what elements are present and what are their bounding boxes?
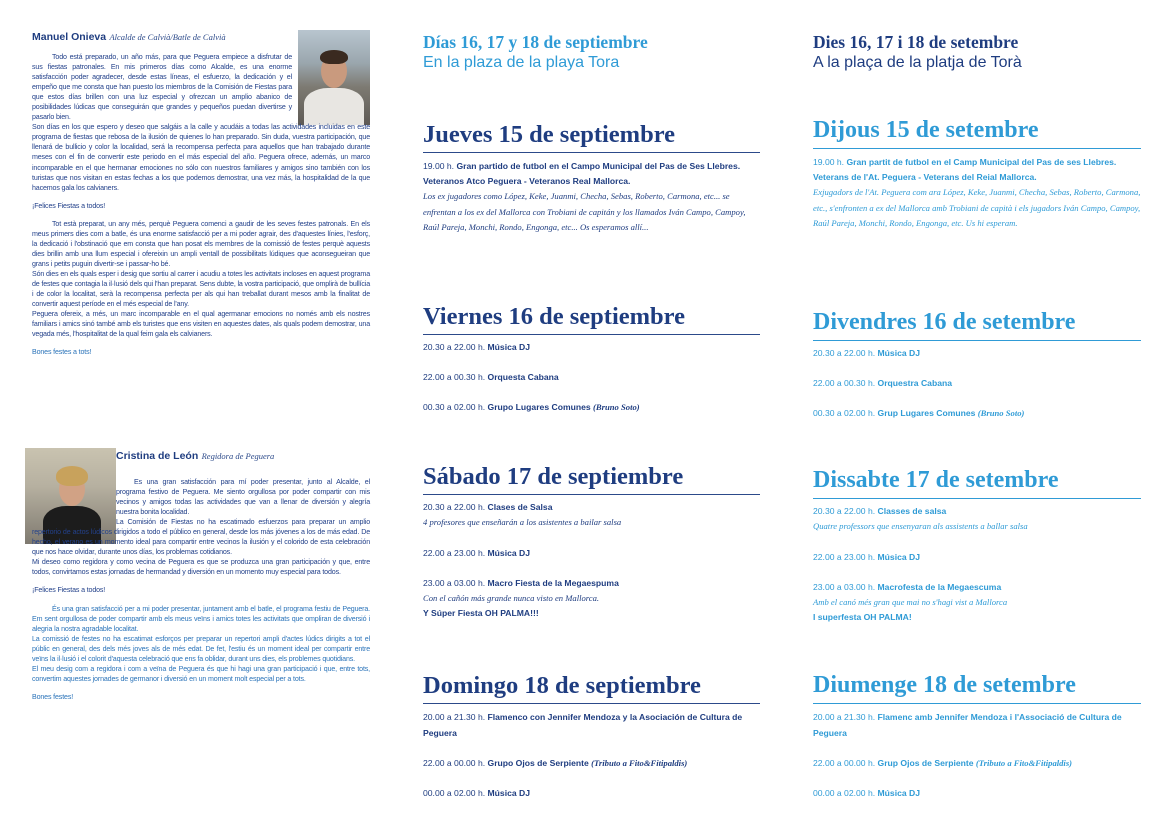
item-time: 20.30 a 22.00 h. <box>813 348 876 358</box>
item-highlight: Y Súper Fiesta OH PALMA!!! <box>423 608 539 618</box>
day-block <box>423 302 760 430</box>
item-time: 23.00 a 03.00 h. <box>813 581 876 592</box>
item-detail: Quatre professors que ensenyaran als assistents a ballar salsa <box>813 521 1028 531</box>
program-column-ca <box>813 0 1141 823</box>
program-venue-ca: A la plaça de la platja de Torà <box>813 54 1022 71</box>
mayor-paragraph-es-1: Todo está preparado, un año más, para que Peguera empiece a disfrutar de sus fiestas patronales. En mis primeros días como Alcalde, es una enorme satisfacción poder agradecer, desde estas líneas, el esfuerzo, la dedicación y el empeño que me consta que han puesto los miembros de la Comisión de Fiestas para que estos días brillen con una luz especial y ofrezcan un amplio abanico de posibilidades lúdicas que conseguirán que grandes y pequeños puedan divertirse y pasarlo bien. <box>32 53 292 122</box>
day-block <box>813 671 1141 816</box>
program-item <box>423 576 760 622</box>
day-title: Dijous 15 de setembre <box>813 116 1141 149</box>
item-time: 20.00 a 21.30 h. <box>813 712 876 722</box>
item-highlight: I superfesta OH PALMA! <box>813 612 912 622</box>
program-item <box>423 158 760 236</box>
program-column-es <box>423 0 760 823</box>
item-time: 20.30 a 22.00 h. <box>423 342 486 352</box>
program-item <box>423 400 760 415</box>
item-event: Grupo Ojos de Serpiente <box>487 758 589 768</box>
item-event: Flamenc amb Jennifer Mendoza i l'Associació de Cultura de Peguera <box>813 712 1122 738</box>
item-detail: 4 profesores que enseñarán a los asistentes a bailar salsa <box>423 517 622 527</box>
program-item <box>813 786 1141 801</box>
item-time: 20.30 a 22.00 h. <box>813 506 876 516</box>
item-time: 22.00 a 00.30 h. <box>423 372 486 382</box>
day-block <box>813 466 1141 640</box>
councillor-paragraph-es-1: Es una gran satisfacción para mí poder presentar, junto al Alcalde, el programa festivo de Peguera. Me siento orgullosa por poder compartir con mis vecinos y amigos todas las actividades que van a llenar de diversión y alegría nuestra bonita localidad. <box>116 478 370 517</box>
item-time: 22.00 a 00.00 h. <box>813 758 876 768</box>
item-event: Gran partido de futbol en el Campo Municipal del Pas de Ses Llebres. <box>456 161 741 171</box>
item-time: 20.00 a 21.30 h. <box>423 712 486 722</box>
mayor-paragraph-ca-2: Són dies en els quals esper i desig que sortiu al carrer i acudiu a totes les activitats incloses en aquest programa de festes que contagia la il·lusió dels qui l'han preparat. Sens dubte, la vostra participació, que omplirà de bullícia i de color la localitat, serà la recompensa perfecta per als qui han treballat durant mesos amb la finalitat de convertir aquest període en el més especial de l'any. <box>32 269 371 309</box>
item-event: Música DJ <box>877 348 921 358</box>
day-block <box>813 308 1141 436</box>
program-venue-es: En la plaza de la playa Tora <box>423 54 620 71</box>
program-item <box>813 504 1141 535</box>
item-event: Música DJ <box>877 551 921 562</box>
item-time: 22.00 a 23.00 h. <box>813 551 876 562</box>
item-time: 23.00 a 03.00 h. <box>423 577 486 588</box>
councillor-paragraph-ca-3: El meu desig com a regidora i com a veïna de Peguera és que hi hagi una gran participació i que, entre tots, convertim aquestes jornades de germanor i diversió en un moment molt especial per a tots. <box>32 664 370 683</box>
councillor-name: Cristina de León <box>116 450 199 462</box>
councillor-role: Regidora de Peguera <box>201 451 275 461</box>
mayor-role: Alcalde de Calvià/Batle de Calvià <box>109 32 226 42</box>
item-extra: (Tributo a Fito&Fitipaldis) <box>591 758 688 768</box>
program-item <box>423 786 760 801</box>
councillor-paragraph-es-2: La Comisión de Fiestas no ha escatimado esfuerzos para preparar un amplio repertorio de actos lúdicos dirigidos a todo el público en general, desde los más jóvenes a los de más edad. De hecho, el verano es un momento ideal para compartir entre vecinos la ilusión y el colorido de esta celebración que nos hace olvidar, durante unos días, los problemas cotidianos. <box>32 518 370 557</box>
item-time: 19.00 h. <box>423 161 455 171</box>
item-time: 00.30 a 02.00 h. <box>813 408 876 418</box>
item-time: 00.00 a 02.00 h. <box>813 788 876 798</box>
item-time: 00.30 a 02.00 h. <box>423 402 486 412</box>
program-item <box>423 546 760 561</box>
councillor-paragraph-ca-1: És una gran satisfacció per a mi poder presentar, juntament amb el batle, el programa festiu de Peguera. Em sent orgullosa de poder compartir amb els meus veïns i amics totes les activitats que ompliran de diversió i alegria la nostra agradable localitat. <box>32 604 370 633</box>
item-event: Música DJ <box>487 342 531 352</box>
day-block <box>423 120 760 251</box>
greeting-mayor <box>32 31 370 365</box>
mayor-paragraph-ca-3: Peguera ofereix, a més, un marc incomparable en el qual agermanar emocions no només amb els nostres familiars i amics sinó també amb els turistes que ens visiten en aquestes dates, als quals podem demostrar, una vegada més, l'hospitalitat de la qual feim gala els calvianers. <box>32 310 370 339</box>
item-event: Música DJ <box>487 788 531 798</box>
day-title: Viernes 16 de septiembre <box>423 302 760 335</box>
program-item <box>423 370 760 385</box>
program-item <box>813 376 1141 391</box>
item-highlight: Veterans de l'At. Peguera - Veterans del Reial Mallorca. <box>813 172 1037 182</box>
program-item <box>423 500 760 531</box>
mayor-name: Manuel Onieva <box>32 31 107 43</box>
mayor-closing-ca: Bones festes a tots! <box>32 348 92 357</box>
councillor-closing-ca: Bones festes! <box>32 692 74 701</box>
item-event: Grupo Lugares Comunes <box>487 402 591 412</box>
program-item <box>423 340 760 355</box>
item-event: Gran partit de futbol en el Camp Municipal del Pas de ses Llebres. <box>846 157 1117 167</box>
item-time: 19.00 h. <box>813 157 845 167</box>
program-item <box>813 346 1141 361</box>
item-event: Grup Ojos de Serpiente <box>877 758 974 768</box>
program-item <box>423 756 760 771</box>
item-time: 22.00 a 00.30 h. <box>813 378 876 388</box>
mayor-paragraph-es-2: Son días en los que espero y deseo que salgáis a la calle y acudáis a todas las actividades incluidas en este programa de fiestas que rebosa de la ilusión de quienes lo han preparado. Sin duda, vuestra participación, que llenará de bullicio y color la localidad, será la recompensa perfecta para aquellos que han trabajado durante meses con el fin de convertir este periodo en el más especial del año. Peguera ofrece, además, un marco incomparable en el que hermanar emociones no sólo con nuestros familiares y amigos sino también con los turistas que nos visitan en estas fechas a los que podemos demostrar, una vez más, la hospitalidad de la que hacemos gala los calvianers. <box>32 123 370 192</box>
day-title: Sábado 17 de septiembre <box>423 462 760 495</box>
item-event: Música DJ <box>487 547 531 558</box>
item-extra: (Bruno Soto) <box>977 408 1025 418</box>
item-detail: Exjugadors de l'At. Peguera com ara López, Keke, Juanmi, Checha, Sebas, Roberto, Carmona, etc., s'enfronten a ex del Mallorca amb Trobiani de capità i els jugadors Iván Campo, Campoy, Raúl Pareja, Monchi, Rondo, Engonga, etc. Us hi esperam. <box>813 187 1141 228</box>
item-detail: Los ex jugadores como López, Keke, Juanmi, Checha, Sebas, Roberto, Carmona, etc... se enfrentan a los ex del Mallorca con Trobiani de capitán y los llamados Iván Campo, Campoy, Raúl Pareja, Monchi, Rondo, Engonga, etc... Os esperamos allí... <box>423 191 746 232</box>
greetings-column <box>32 0 370 823</box>
item-extra: (Bruno Soto) <box>593 402 640 412</box>
item-event: Música DJ <box>877 788 921 798</box>
greeting-councillor <box>32 450 370 710</box>
item-extra: (Tributo a Fito&Fitipaldis) <box>975 758 1073 768</box>
mayor-closing-es: ¡Felices Fiestas a todos! <box>32 201 106 210</box>
item-detail: Con el cañón más grande nunca visto en Mallorca. <box>423 592 600 603</box>
item-event: Clases de Salsa <box>487 502 553 512</box>
day-title: Dissabte 17 de setembre <box>813 466 1141 499</box>
item-event: Orquestra Cabana <box>877 378 953 388</box>
day-title: Diumenge 18 de setembre <box>813 671 1141 704</box>
item-detail: Amb el canó més gran que mai no s'hagi vist a Mallorca <box>813 596 1008 607</box>
item-highlight: Veteranos Atco Peguera - Veteranos Real Mallorca. <box>423 176 631 186</box>
day-block <box>423 462 760 636</box>
councillor-paragraph-ca-2: La comissió de festes no ha escatimat esforços per preparar un repertori ampli d'actes lúdics dirigits a tot el públic en general, des dels més joves als de més edat. De fet, l'estiu és un moment ideal per compartir entre veïns la il·lusió i el colorit d'aquesta celebració que ens fa oblidar, durant uns dies, els problemes quotidians. <box>32 634 370 663</box>
program-item <box>813 550 1141 565</box>
item-event: Flamenco con Jennifer Mendoza y la Asociación de Cultura de Peguera <box>423 712 743 738</box>
program-dates-es: Días 16, 17 y 18 de septiembre <box>423 32 648 52</box>
program-item <box>813 154 1141 232</box>
item-event: Orquesta Cabana <box>487 372 559 382</box>
item-event: Macrofesta de la Megaescuma <box>877 581 1002 592</box>
program-item <box>813 406 1141 421</box>
program-dates-ca: Dies 16, 17 i 18 de setembre <box>813 32 1019 52</box>
program-item <box>813 709 1141 741</box>
day-title: Jueves 15 de septiembre <box>423 120 760 153</box>
day-title: Divendres 16 de setembre <box>813 308 1141 341</box>
day-title: Domingo 18 de septiembre <box>423 671 760 704</box>
item-event: Grup Lugares Comunes <box>877 408 976 418</box>
mayor-paragraph-ca-1: Tot està preparat, un any més, perquè Peguera comenci a gaudir de les seves festes patronals. En els meus primers dies com a batle, és una enorme satisfacció per a mi poder agrair, des d'aquestes línies, l'esforç, la dedicació i l'obstinació que em consta que han posat els membres de la comissió de festes perquè aquests dies brillin amb una llum especial i ofereixin un ampli ventall de possibilitats lúdiques que aconsegueiran que grans i petits puguin divertir-se i passar-ho bé. <box>32 219 370 268</box>
councillor-closing-es: ¡Felices Fiestas a todos! <box>32 586 106 595</box>
day-block <box>813 116 1141 247</box>
program-item <box>813 580 1141 626</box>
item-time: 00.00 a 02.00 h. <box>423 788 486 798</box>
day-block <box>423 671 760 816</box>
program-item <box>423 709 760 741</box>
item-time: 20.30 a 22.00 h. <box>423 502 486 512</box>
item-time: 22.00 a 00.00 h. <box>423 758 486 768</box>
item-event: Macro Fiesta de la Megaespuma <box>487 577 619 588</box>
item-time: 22.00 a 23.00 h. <box>423 547 486 558</box>
item-event: Classes de salsa <box>877 506 947 516</box>
councillor-paragraph-es-3: Mi deseo como regidora y como vecina de Peguera es que se produzca una gran participación y que, entre todos, convirtamos estas jornadas de hermandad y diversión en un momento muy especial para todos. <box>32 558 370 577</box>
program-item <box>813 756 1141 771</box>
